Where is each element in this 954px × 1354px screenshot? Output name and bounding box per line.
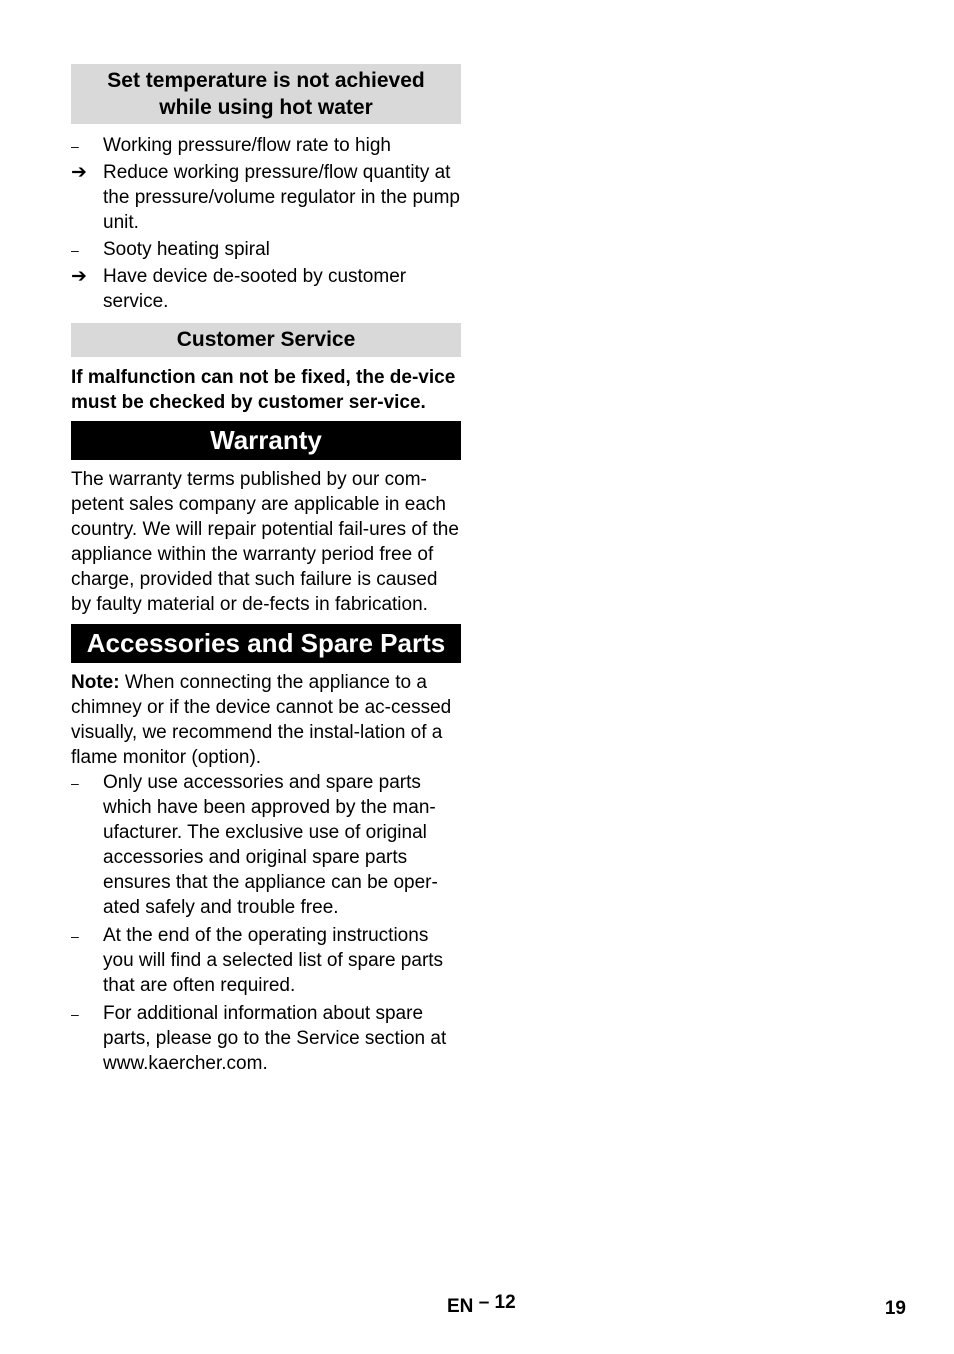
list-item-accessory-1 [71, 770, 461, 920]
list-item-text: Working pressure/flow rate to high [103, 135, 391, 156]
dash-bullet: – [71, 775, 79, 791]
list-item-remedy-2 [71, 264, 461, 314]
dash-bullet: – [71, 1006, 79, 1022]
content-column [71, 64, 461, 1076]
customer-service-text: If malfunction can not be fixed, the de-vice must be checked by customer ser-vice. [71, 367, 456, 413]
heading-warranty: Warranty [71, 421, 461, 460]
list-item-accessory-3 [71, 1001, 461, 1076]
list-item-text: Reduce working pressure/flow quantity at the pressure/volume regulator in the pump unit. [103, 162, 460, 233]
heading-customer-service: Customer Service [71, 323, 461, 357]
arrow-right-icon: ➔ [71, 161, 87, 183]
page-number: 19 [884, 1298, 906, 1319]
list-item-remedy-1 [71, 160, 461, 235]
list-item-text: For additional information about spare parts, please go to the Service section at www.kaercher.com. [103, 1003, 447, 1074]
arrow-right-icon: ➔ [71, 265, 87, 287]
list-item-text: Have device de-sooted by customer service. [103, 266, 407, 312]
heading-line-1: Set temperature is not achieved [107, 69, 425, 92]
list-item-cause-1 [71, 133, 461, 158]
heading-accessories: Accessories and Spare Parts [71, 624, 461, 663]
list-item-text: Sooty heating spiral [103, 239, 270, 260]
warranty-text: The warranty terms published by our com-petent sales company are applicable in each country. We will repair potential fail-ures of the appliance within the warranty period free of charge, provided that such failure is caused by faulty material or de-fects in fabrication. [71, 469, 459, 615]
dash-bullet: – [71, 928, 79, 944]
dash-bullet: – [71, 138, 79, 154]
list-item-accessory-2 [71, 923, 461, 998]
footer-page-label [447, 1292, 516, 1318]
list-item-text: Only use accessories and spare parts which have been approved by the man-ufacturer. The exclusive use of original accessories and original spare parts ensures that the appliance can be oper-ated safely and trouble free. [103, 772, 438, 918]
heading-set-temperature [71, 64, 461, 124]
heading-line-2: while using hot water [159, 96, 373, 119]
accessories-note [71, 670, 461, 770]
list-item-cause-2 [71, 237, 461, 262]
footer-lang: EN [447, 1296, 474, 1317]
note-label: Note: [71, 672, 120, 693]
footer-sub-page: – 12 [478, 1292, 516, 1313]
note-text: When connecting the appliance to a chimney or if the device cannot be ac-cessed visually, we recommend the instal-lation of a flame monitor (option). [71, 672, 452, 768]
dash-bullet: – [71, 242, 79, 258]
list-item-text: At the end of the operating instructions you will find a selected list of spare parts that are often required. [103, 925, 444, 996]
